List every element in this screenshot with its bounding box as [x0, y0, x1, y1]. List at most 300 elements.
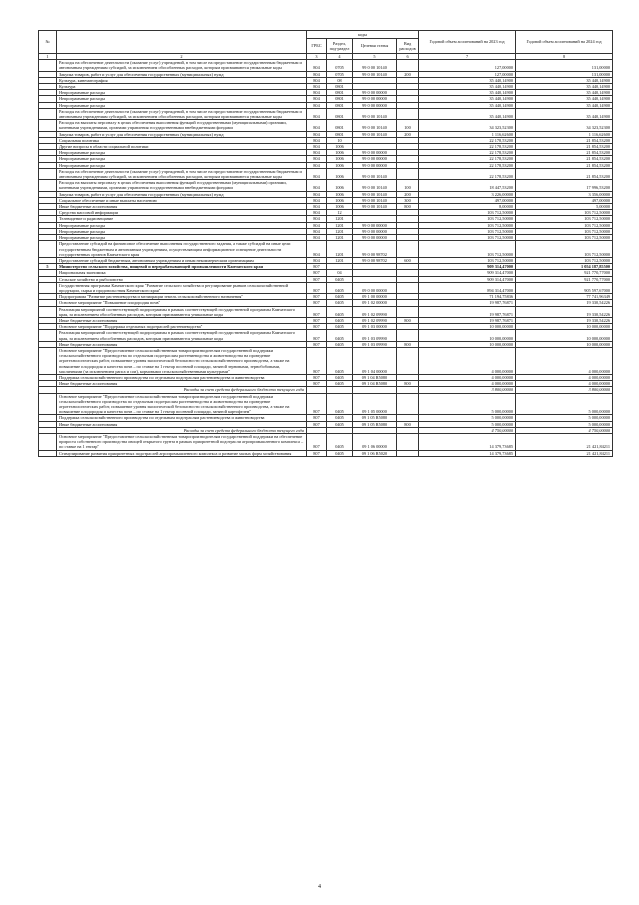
table-row: [39, 393, 613, 415]
cell-name: Предоставление субсидий бюджетным, автономным учреждениям и иным некоммерческим организациям: [57, 257, 307, 263]
cell-t: 09 1 04 00000: [353, 347, 397, 374]
cell-name: Социальная политика: [57, 137, 307, 143]
cell-n: [39, 330, 57, 341]
cell-g: 804: [307, 96, 327, 102]
cell-t: 99 0 00 00000: [353, 150, 397, 156]
cell-name: Непрограммные расходы: [57, 162, 307, 168]
cell-t: 09 1 05 R5080: [353, 415, 397, 421]
cell-a: 4 000,00000: [419, 347, 516, 374]
cell-b: 21 854,53200: [516, 137, 613, 143]
cell-s: 1201: [327, 228, 353, 234]
cell-a: 103 712,50000: [419, 241, 516, 258]
cell-g: 807: [307, 347, 327, 374]
cell-v: 800: [397, 381, 419, 387]
cell-n: [39, 393, 57, 415]
cell-name: Непрограммные расходы: [57, 96, 307, 102]
col-num-header: №: [39, 31, 57, 54]
cell-v: [397, 241, 419, 258]
cell-a: 1 116,62600: [419, 131, 516, 137]
cell-s: 0405: [327, 381, 353, 387]
cell-t: 09 1 00 00000: [353, 294, 397, 300]
cell-s: 0405: [327, 415, 353, 421]
cell-name: Непрограммные расходы: [57, 90, 307, 96]
cell-name: Телевидение и радиовещание: [57, 216, 307, 222]
cell-t: 99 0 00 10140: [353, 108, 397, 119]
cell-g: 804: [307, 228, 327, 234]
cell-t: 09 1 05 00000: [353, 393, 397, 415]
cell-name: Основное мероприятие "Предоставление сельскохозяйственным товаропроизводителям государственной поддержки сельскохозяйственного производства по отдельным подотраслям растениеводства и животноводства на проведение агротехнологических работ, повышение уровня экологической безопасности сельскохозяйственного производства, а также на повышение плодородия и качества почв – по ставке на 1 гектар посевной площади, занятой картофелем": [57, 393, 307, 415]
cell-s: 0705: [327, 60, 353, 71]
table-row: [39, 60, 613, 71]
cell-b: 5 000,00000: [516, 421, 613, 427]
cell-t: 09 1 03 09990: [353, 330, 397, 341]
cell-name: Закупка товаров, работ и услуг для обеспечения государственных (муниципальных) нужд: [57, 191, 307, 197]
table-row: [39, 306, 613, 317]
cell-s: 10: [327, 137, 353, 143]
cell-name: Поддержка сельскохозяйственного производства по отдельным подотраслям растениеводства и животноводства: [57, 415, 307, 421]
cell-n: [39, 168, 57, 179]
cell-a: 103 712,50000: [419, 216, 516, 222]
cell-name: Расходы за счет средств федерального бюджета текущего года: [57, 427, 307, 433]
cell-g: 804: [307, 222, 327, 228]
cell-a: 22 178,53200: [419, 144, 516, 150]
cell-s: 1006: [327, 162, 353, 168]
cell-s: 0405: [327, 300, 353, 306]
cell-s: 0405: [327, 330, 353, 341]
cell-a: 103 712,50000: [419, 210, 516, 216]
col-section-header: Раздел, под-раздел: [327, 39, 353, 54]
cell-g: 807: [307, 270, 327, 276]
cell-b: 35 440,14900: [516, 90, 613, 96]
cell-name: Национальная экономика: [57, 270, 307, 276]
cell-b: 1 054 187,85500: [516, 264, 613, 270]
cell-name: Основное мероприятие "Повышение плодородия почв": [57, 300, 307, 306]
cell-b: 905 597,67000: [516, 282, 613, 293]
cell-b: 21 854,53200: [516, 156, 613, 162]
cell-s: 0405: [327, 341, 353, 347]
cell-a: 909 314,47000: [419, 276, 516, 282]
cell-s: 1006: [327, 197, 353, 203]
cell-a: 35 440,14900: [419, 90, 516, 96]
cell-g: 807: [307, 264, 327, 270]
cell-b: 21 854,53200: [516, 168, 613, 179]
cell-s: 1006: [327, 168, 353, 179]
cell-v: 200: [397, 131, 419, 137]
cell-name: Расходы на выплаты персоналу в целях обеспечения выполнения функций государственными (муниципальными) органами, казенными учреждениями, органами управления государственными внебюджетными фондами: [57, 180, 307, 191]
cell-t: 99 0 00 98702: [353, 241, 397, 258]
cell-b: 5 000,00000: [516, 415, 613, 421]
cell-n: [39, 434, 57, 451]
cell-n: [39, 108, 57, 119]
cell-t: 09 1 05 R5080: [353, 421, 397, 427]
cell-b: 21 421,84211: [516, 434, 613, 451]
cell-b: 497,00000: [516, 197, 613, 203]
cell-name: Непрограммные расходы: [57, 102, 307, 108]
cell-g: 804: [307, 241, 327, 258]
page-number: 4: [318, 884, 321, 890]
cell-b: 35 440,14900: [516, 96, 613, 102]
cell-a: 22 178,53200: [419, 162, 516, 168]
cell-name: Основное мероприятие "Предоставление сельскохозяйственным товаропроизводителям государственной поддержки сельскохозяйственного производства по отдельным подотраслям растениеводства и животноводства на проведение агротехнологических работ, повышение уровня экологической безопасности сельскохозяйственного производства, а также на повышение плодородия и качества почв – по ставке на 1 гектар посевной площади, занятой зерновыми, зернобобовыми, масличными (за исключением рапса и сои), кормовыми сельскохозяйственными культурами": [57, 347, 307, 374]
cell-name: Расходы на обеспечение деятельности (оказание услуг) учреждений, в том числе на предоставление государственным бюджетным и автономным учреждениям субсидий, за исключением обособленных расходов, которым присваиваются уникальные коды: [57, 60, 307, 71]
cell-a: 35 440,14900: [419, 77, 516, 83]
cell-b: 19 330,54226: [516, 306, 613, 317]
col-2023-header: Годовой объем ассигнований на 2023 год: [419, 31, 516, 54]
cell-v: 200: [397, 191, 419, 197]
cell-a: 4 000,00000: [419, 381, 516, 387]
cell-v: 800: [397, 204, 419, 210]
cell-g: 807: [307, 276, 327, 282]
cell-v: [397, 393, 419, 415]
cell-v: [397, 168, 419, 179]
cell-s: 0801: [327, 131, 353, 137]
cell-a: 497,00000: [419, 197, 516, 203]
cell-name: Непрограммные расходы: [57, 228, 307, 234]
cell-v: 300: [397, 197, 419, 203]
cell-g: 807: [307, 324, 327, 330]
cell-a: 4 750,00000: [419, 427, 516, 433]
cell-b: 131,00000: [516, 71, 613, 77]
cell-name: Закупка товаров, работ и услуг для обеспечения государственных (муниципальных) нужд: [57, 131, 307, 137]
cell-b: 10 000,00000: [516, 341, 613, 347]
cell-name: Закупка товаров, работ и услуг для обеспечения государственных (муниципальных) нужд: [57, 71, 307, 77]
cell-name: Реализация мероприятий соответствующей подпрограммы в рамках соответствующей государственной программы Камчатского края, за исключением обособленных расходов, которым присваиваются уникальные коды: [57, 306, 307, 317]
cell-g: 807: [307, 434, 327, 451]
cell-name: Социальное обеспечение и иные выплаты населению: [57, 197, 307, 203]
cell-a: 35 440,14900: [419, 84, 516, 90]
cell-v: [397, 306, 419, 317]
cell-n: [39, 282, 57, 293]
cell-t: 99 0 00 10140: [353, 204, 397, 210]
cell-a: 22 178,53200: [419, 137, 516, 143]
cell-name: Основное мероприятие "Предоставление сельскохозяйственным товаропроизводителям государственной поддержки на обеспечение прироста собственного производства овощей открытого грунта в рамках приоритетной подотрасли агропромышленного комплекса – по ставке на 1 гектар": [57, 434, 307, 451]
cell-a: 3 226,00000: [419, 191, 516, 197]
cell-t: 99 0 00 00000: [353, 96, 397, 102]
table-row: [39, 347, 613, 374]
cell-s: 0405: [327, 434, 353, 451]
cell-t: 09 0 00 00000: [353, 282, 397, 293]
cell-v: [397, 282, 419, 293]
cell-t: 09 1 04 R5080: [353, 381, 397, 387]
cell-s: 0405: [327, 294, 353, 300]
cell-b: 19 330,54226: [516, 300, 613, 306]
cell-name: Непрограммные расходы: [57, 222, 307, 228]
cell-t: 99 0 00 98702: [353, 257, 397, 263]
cell-name: Непрограммные расходы: [57, 150, 307, 156]
cell-a: 3 800,00000: [419, 387, 516, 393]
cell-v: 600: [397, 257, 419, 263]
budget-table-page: [38, 30, 612, 457]
cell-g: 807: [307, 330, 327, 341]
index-cell: 6: [397, 54, 419, 60]
cell-a: 909 314,47000: [419, 264, 516, 270]
cell-v: 800: [397, 341, 419, 347]
cell-b: 103 712,50000: [516, 235, 613, 241]
cell-n: [39, 120, 57, 131]
cell-b: 10 000,00000: [516, 330, 613, 341]
cell-b: 21 854,53200: [516, 144, 613, 150]
cell-s: 1006: [327, 191, 353, 197]
cell-a: 10 000,00000: [419, 341, 516, 347]
table-row: [39, 450, 613, 456]
cell-a: 5 000,00000: [419, 393, 516, 415]
cell-b: 21 854,53200: [516, 162, 613, 168]
table-row: [39, 120, 613, 131]
cell-t: 09 1 02 09990: [353, 306, 397, 317]
cell-a: 22 178,53200: [419, 168, 516, 179]
index-cell: 3: [307, 54, 327, 60]
cell-b: 17 996,53200: [516, 180, 613, 191]
cell-n: [39, 347, 57, 374]
cell-s: 1201: [327, 216, 353, 222]
cell-b: 3 356,00000: [516, 191, 613, 197]
cell-v: [397, 330, 419, 341]
cell-n: 5: [39, 264, 57, 270]
cell-s: 0405: [327, 317, 353, 323]
index-cell: 2: [57, 54, 307, 60]
cell-v: 200: [397, 71, 419, 77]
cell-s: 0405: [327, 421, 353, 427]
cell-t: 09 1 02 00000: [353, 300, 397, 306]
cell-name: Иные бюджетные ассигнования: [57, 317, 307, 323]
cell-g: 804: [307, 191, 327, 197]
cell-g: 804: [307, 108, 327, 119]
cell-name: Расходы на обеспечение деятельности (оказание услуг) учреждений, в том числе на предоставление государственным бюджетным и автономным учреждениям субсидий, за исключением обособленных расходов, которым присваиваются уникальные коды: [57, 108, 307, 119]
cell-t: 09 1 06 R5020: [353, 450, 397, 456]
cell-name: Иные бюджетные ассигнования: [57, 381, 307, 387]
cell-a: 5 000,00000: [419, 421, 516, 427]
cell-b: 131,00000: [516, 60, 613, 71]
cell-s: 1201: [327, 222, 353, 228]
cell-b: 1 116,62600: [516, 131, 613, 137]
cell-a: 103 712,50000: [419, 228, 516, 234]
cell-a: 5 000,00000: [419, 415, 516, 421]
cell-v: [397, 60, 419, 71]
cell-g: 804: [307, 168, 327, 179]
cell-a: 10 000,00000: [419, 324, 516, 330]
cell-g: 807: [307, 317, 327, 323]
cell-a: 22 178,53200: [419, 150, 516, 156]
cell-name: Другие вопросы в области социальной политики: [57, 144, 307, 150]
cell-s: 0801: [327, 96, 353, 102]
codes-header: коды: [307, 31, 419, 39]
cell-s: 0405: [327, 324, 353, 330]
cell-a: 71 194,75836: [419, 294, 516, 300]
cell-g: 807: [307, 374, 327, 380]
cell-name: Культура, кинематография: [57, 77, 307, 83]
cell-s: 0801: [327, 120, 353, 131]
cell-t: 09 1 03 00000: [353, 324, 397, 330]
cell-b: 103 712,50000: [516, 216, 613, 222]
cell-name: Предоставление субсидий на финансовое обеспечение выполнения государственного задания, а также субсидий на иные цели государственным бюджетным и автономным учреждениям, осуществляющим информационное освещение деятельности государственных органов Камчатского края: [57, 241, 307, 258]
cell-b: 4 000,00000: [516, 347, 613, 374]
cell-v: 100: [397, 180, 419, 191]
cell-t: 99 0 00 10140: [353, 120, 397, 131]
cell-t: 99 0 00 00000: [353, 162, 397, 168]
cell-g: 807: [307, 294, 327, 300]
cell-a: 4 000,00000: [419, 374, 516, 380]
cell-g: 804: [307, 71, 327, 77]
cell-b: 4 750,00000: [516, 427, 613, 433]
cell-name: Непрограммные расходы: [57, 156, 307, 162]
cell-name: Расходы на выплаты персоналу в целях обеспечения выполнения функций государственными (муниципальными) органами, казенными учреждениями, органами управления государственными внебюджетными фондами: [57, 120, 307, 131]
cell-name: Сельское хозяйство и рыболовство: [57, 276, 307, 282]
cell-g: 807: [307, 450, 327, 456]
cell-name: Иные бюджетные ассигнования: [57, 204, 307, 210]
cell-t: 09 1 03 09990: [353, 341, 397, 347]
cell-b: 4 000,00000: [516, 381, 613, 387]
cell-name: Реализация мероприятий соответствующей подпрограммы в рамках соответствующей государственной программы Камчатского края, за исключением обособленных расходов, которым присваиваются уникальные коды: [57, 330, 307, 341]
col-name-header: [57, 31, 307, 54]
table-row: [39, 434, 613, 451]
cell-b: 103 712,50000: [516, 228, 613, 234]
cell-s: 04: [327, 270, 353, 276]
cell-name: Расходы за счет средств федерального бюджета текущего года: [57, 387, 307, 393]
cell-s: 1201: [327, 235, 353, 241]
cell-s: 0801: [327, 108, 353, 119]
cell-g: 804: [307, 156, 327, 162]
index-cell: 8: [516, 54, 613, 60]
cell-name: Основное мероприятие "Поддержка отдельных подотраслей растениеводства": [57, 324, 307, 330]
cell-s: 0801: [327, 90, 353, 96]
cell-b: 77 741,96349: [516, 294, 613, 300]
cell-name: Поддержка сельскохозяйственного производства по отдельным подотраслям растениеводства и животноводства: [57, 374, 307, 380]
col-target-header: Целевая статья: [353, 39, 397, 54]
cell-g: 804: [307, 137, 327, 143]
cell-v: [397, 108, 419, 119]
cell-v: [397, 347, 419, 374]
cell-b: 103 712,50000: [516, 257, 613, 263]
cell-t: 99 0 00 00000: [353, 228, 397, 234]
cell-b: 34 323,52300: [516, 120, 613, 131]
cell-t: 99 0 00 00000: [353, 156, 397, 162]
table-row: [39, 108, 613, 119]
table-row: [39, 168, 613, 179]
cell-t: 09 1 06 00000: [353, 434, 397, 451]
cell-a: 35 440,14900: [419, 96, 516, 102]
cell-n: [39, 180, 57, 191]
cell-s: 0405: [327, 393, 353, 415]
cell-a: 127,00000: [419, 71, 516, 77]
table-row: [39, 241, 613, 258]
cell-b: 4 000,00000: [516, 374, 613, 380]
cell-t: 99 0 00 10140: [353, 60, 397, 71]
cell-n: [39, 241, 57, 258]
cell-a: 19 987,76871: [419, 317, 516, 323]
cell-g: 804: [307, 162, 327, 168]
cell-a: 8,00000: [419, 204, 516, 210]
cell-s: 0801: [327, 102, 353, 108]
cell-g: 804: [307, 84, 327, 90]
cell-t: 09 1 04 R5080: [353, 374, 397, 380]
cell-b: 21 421,84211: [516, 450, 613, 456]
cell-g: 804: [307, 150, 327, 156]
cell-g: 804: [307, 131, 327, 137]
cell-b: 103 712,50000: [516, 222, 613, 228]
cell-s: 1006: [327, 180, 353, 191]
cell-t: 99 0 00 10140: [353, 168, 397, 179]
cell-s: 08: [327, 77, 353, 83]
cell-t: 99 0 00 10140: [353, 71, 397, 77]
cell-name: Расходы на обеспечение деятельности (оказание услуг) учреждений, в том числе на предоставление государственным бюджетным и автономным учреждениям субсидий, за исключением обособленных расходов, которым присваиваются уникальные коды: [57, 168, 307, 179]
cell-a: 14 379,73685: [419, 450, 516, 456]
cell-a: 103 712,50000: [419, 222, 516, 228]
cell-a: 34 323,52300: [419, 120, 516, 131]
budget-table: [38, 30, 613, 457]
cell-g: 807: [307, 421, 327, 427]
cell-name: Средства массовой информации: [57, 210, 307, 216]
index-cell: 4: [327, 54, 353, 60]
cell-b: 921 770,77000: [516, 276, 613, 282]
col-2024-header: Годовой объем ассигнований на 2024 год: [516, 31, 613, 54]
cell-a: 35 440,14900: [419, 108, 516, 119]
cell-s: 1006: [327, 144, 353, 150]
cell-s: 0405: [327, 450, 353, 456]
index-cell: 1: [39, 54, 57, 60]
cell-g: 807: [307, 415, 327, 421]
cell-b: 35 440,14900: [516, 84, 613, 90]
cell-s: 0705: [327, 71, 353, 77]
cell-s: 1201: [327, 257, 353, 263]
cell-name: Культура: [57, 84, 307, 90]
cell-g: 804: [307, 210, 327, 216]
cell-b: 35 440,14900: [516, 77, 613, 83]
cell-t: 99 0 00 10140: [353, 191, 397, 197]
cell-t: 99 0 00 00000: [353, 222, 397, 228]
cell-a: 19 987,76871: [419, 306, 516, 317]
cell-v: [397, 434, 419, 451]
cell-s: 0405: [327, 374, 353, 380]
cell-g: 807: [307, 381, 327, 387]
cell-a: 22 178,53200: [419, 156, 516, 162]
cell-n: [39, 450, 57, 456]
cell-s: 0801: [327, 84, 353, 90]
cell-b: 3 800,00000: [516, 387, 613, 393]
cell-s: 1006: [327, 150, 353, 156]
cell-name: Иные бюджетные ассигнования: [57, 341, 307, 347]
cell-b: 35 440,14900: [516, 102, 613, 108]
cell-t: 99 0 00 10140: [353, 197, 397, 203]
cell-b: 10 000,00000: [516, 324, 613, 330]
cell-a: 18 447,53200: [419, 180, 516, 191]
cell-a: 19 987,76871: [419, 300, 516, 306]
cell-s: 0405: [327, 282, 353, 293]
cell-g: 807: [307, 393, 327, 415]
cell-s: 1201: [327, 241, 353, 258]
cell-name: Министерство сельского хозяйства, пищевой и перерабатывающей промышленности Камчатского края: [57, 264, 307, 270]
cell-g: 804: [307, 180, 327, 191]
cell-s: 1006: [327, 156, 353, 162]
cell-v: 800: [397, 317, 419, 323]
cell-b: 5,00000: [516, 204, 613, 210]
cell-s: 1006: [327, 204, 353, 210]
cell-b: 35 440,14900: [516, 108, 613, 119]
cell-b: 103 712,50000: [516, 210, 613, 216]
table-row: [39, 282, 613, 293]
cell-a: 10 000,00000: [419, 330, 516, 341]
cell-a: 127,00000: [419, 60, 516, 71]
cell-name: Государственная программа Камчатского края "Развитие сельского хозяйства и регулирование рынков сельскохозяйственной продукции, сырья и продовольствия Камчатского края": [57, 282, 307, 293]
cell-t: 99 0 00 10140: [353, 180, 397, 191]
cell-g: 807: [307, 300, 327, 306]
cell-a: 35 440,14900: [419, 102, 516, 108]
cell-g: 804: [307, 60, 327, 71]
cell-name: Непрограммные расходы: [57, 235, 307, 241]
cell-name: Иные бюджетные ассигнования: [57, 421, 307, 427]
cell-a: 103 712,50000: [419, 235, 516, 241]
cell-t: 09 1 02 09990: [353, 317, 397, 323]
cell-s: 0405: [327, 306, 353, 317]
